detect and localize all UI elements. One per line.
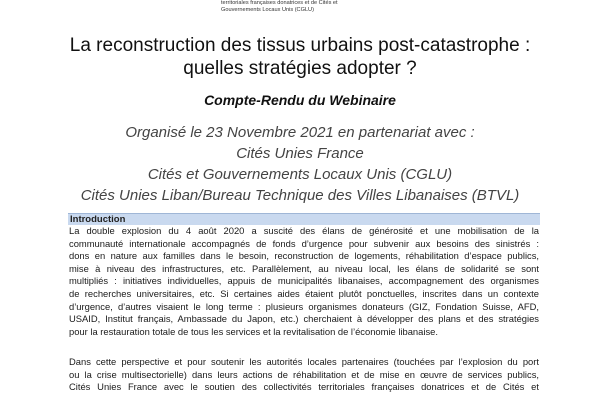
paragraph-line: communauté internationale accompagnés de fonds d’urgence pour subvenir aux besoins des sinistrés :	[69, 237, 539, 249]
paragraph-line: mise à niveau des infrastructures, etc. Parallèlement, au niveau local, les élans de solidarité se sont	[69, 262, 539, 274]
paragraph-line: ou la crise multisectorielle) dans leurs actions de réhabilitation et de mise en œuvre de services publics,	[69, 368, 539, 380]
organisers-block	[0, 122, 600, 206]
paragraph-line: pour la restauration totale de tous les services et la revitalisation de l’économie libanaise.	[69, 325, 438, 337]
document-title	[20, 34, 580, 80]
header-note-line: territoriales françaises donatrices et de Cités et	[221, 0, 338, 6]
organisers-line: Cités et Gouvernements Locaux Unis (CGLU)	[147, 166, 453, 183]
paragraph-line: dons en nature aux familles dans le besoin, reconstruction de logements, réhabilitation d’espace publics,	[69, 250, 539, 262]
header-note	[221, 0, 338, 14]
paragraph-line: multipliés : initiatives individuelles, appuis de municipalités libanaises, accompagnement des organismes	[69, 275, 539, 287]
organisers-line: Cités Unies Liban/Bureau Technique des Villes Libanaises (BTVL)	[80, 187, 520, 204]
paragraph-line: Cités Unies France avec le soutien des collectivités territoriales françaises donatrices et de Cités et	[69, 381, 539, 393]
introduction-paragraph-1	[69, 225, 539, 338]
organisers-line: Organisé le 23 Novembre 2021 en partenariat avec :	[125, 124, 475, 141]
introduction-paragraph-2	[69, 356, 539, 394]
paragraph-line: de recherches universitaires, etc. Si certaines aides étaient plutôt ponctuelles, inscrites dans un contexte	[69, 287, 539, 299]
paragraph-line: d’urgence, d’autres visaient le long terme : plusieurs organismes donateurs (GIZ, Fondation Suisse, AFD,	[69, 300, 539, 312]
paragraph-line: Dans cette perspective et pour soutenir les autorités locales partenaires (touchées par l’explosion du port	[69, 356, 539, 367]
section-heading-introduction: Introduction	[68, 213, 540, 225]
paragraph-line: USAID, Institut français, Ambassade du Japon, etc.) cherchaient à développer des plans et des stratégies	[69, 313, 539, 325]
header-note-line: Gouvernements Locaux Unis (CGLU)	[221, 7, 314, 13]
document-title-line: La reconstruction des tissus urbains post-catastrophe :	[69, 35, 531, 56]
organisers-line: Cités Unies France	[236, 145, 364, 162]
paragraph-line: La double explosion du 4 août 2020 a suscité des élans de générosité et une mobilisation de la	[69, 225, 539, 236]
document-subtitle: Compte-Rendu du Webinaire	[204, 92, 396, 108]
document-title-line: quelles stratégies adopter ?	[183, 58, 417, 79]
